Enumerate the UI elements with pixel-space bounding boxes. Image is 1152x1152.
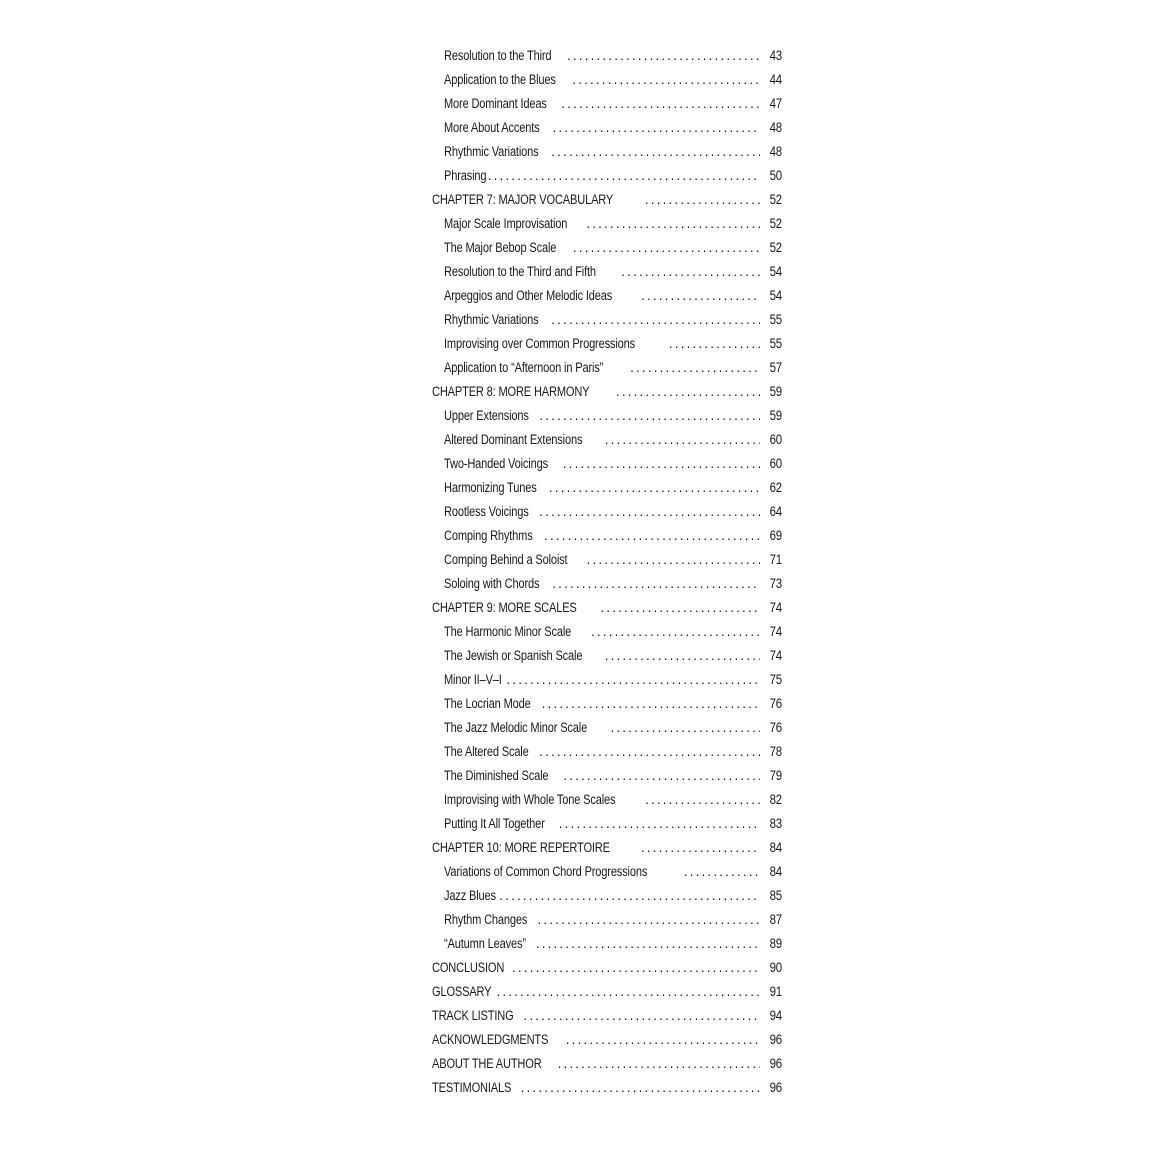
entry-title: Altered Dominant Extensions bbox=[444, 432, 583, 447]
page-number: 78 bbox=[769, 744, 782, 759]
entry-title: The Locrian Mode bbox=[444, 696, 531, 711]
dot-leader bbox=[669, 332, 760, 356]
page-number: 74 bbox=[769, 648, 782, 663]
page-number: 43 bbox=[769, 48, 782, 63]
dot-leader bbox=[621, 260, 760, 284]
toc-section-entry bbox=[430, 140, 782, 164]
dot-leader bbox=[610, 716, 760, 740]
entry-title: Resolution to the Third and Fifth bbox=[444, 264, 596, 279]
page-number: 69 bbox=[769, 528, 782, 543]
entry-title: Improvising over Common Progressions bbox=[444, 336, 635, 351]
page-number: 57 bbox=[769, 360, 782, 375]
toc-section-entry bbox=[430, 812, 782, 836]
page-number: 83 bbox=[769, 816, 782, 831]
dot-leader bbox=[605, 644, 760, 668]
entry-title: Comping Rhythms bbox=[444, 528, 533, 543]
page-number: 54 bbox=[769, 288, 782, 303]
dot-leader bbox=[523, 1004, 760, 1028]
entry-title: GLOSSARY bbox=[432, 984, 492, 999]
dot-leader bbox=[539, 500, 760, 524]
entry-title: Soloing with Chords bbox=[444, 576, 540, 591]
toc-section-entry bbox=[430, 788, 782, 812]
page-number: 84 bbox=[769, 840, 782, 855]
dot-leader bbox=[499, 884, 760, 908]
toc-section-entry bbox=[430, 404, 782, 428]
toc-section-entry bbox=[430, 500, 782, 524]
toc-section-entry bbox=[430, 548, 782, 572]
page-number: 60 bbox=[769, 456, 782, 471]
page-number: 59 bbox=[769, 408, 782, 423]
toc-section-entry bbox=[430, 524, 782, 548]
entry-title: Variations of Common Chord Progressions bbox=[444, 864, 648, 879]
toc-chapter-entry bbox=[430, 980, 782, 1004]
dot-leader bbox=[549, 476, 760, 500]
toc-section-entry bbox=[430, 908, 782, 932]
toc-section-entry bbox=[430, 692, 782, 716]
toc-chapter-entry bbox=[430, 956, 782, 980]
page-number: 74 bbox=[769, 600, 782, 615]
toc-chapter-entry bbox=[430, 380, 782, 404]
toc-chapter-entry bbox=[430, 188, 782, 212]
entry-title: ABOUT THE AUTHOR bbox=[432, 1056, 542, 1071]
dot-leader bbox=[542, 692, 760, 716]
dot-leader bbox=[488, 164, 760, 188]
toc-section-entry bbox=[430, 668, 782, 692]
page-number: 89 bbox=[769, 936, 782, 951]
entry-title: More Dominant Ideas bbox=[444, 96, 547, 111]
toc-section-entry bbox=[430, 116, 782, 140]
toc-section-entry bbox=[430, 476, 782, 500]
dot-leader bbox=[563, 764, 760, 788]
dot-leader bbox=[536, 932, 760, 956]
entry-title: Rhythm Changes bbox=[444, 912, 528, 927]
dot-leader bbox=[586, 212, 760, 236]
page-number: 71 bbox=[769, 552, 782, 567]
toc-section-entry bbox=[430, 740, 782, 764]
toc-section-entry bbox=[430, 260, 782, 284]
toc-section-entry bbox=[430, 356, 782, 380]
dot-leader bbox=[551, 140, 760, 164]
page-number: 73 bbox=[769, 576, 782, 591]
toc-chapter-entry bbox=[430, 1028, 782, 1052]
entry-title: Minor II–V–I bbox=[444, 672, 502, 687]
toc-chapter-entry bbox=[430, 836, 782, 860]
entry-title: Major Scale Improvisation bbox=[444, 216, 568, 231]
page-number: 55 bbox=[769, 312, 782, 327]
page-number: 76 bbox=[769, 696, 782, 711]
entry-title: Arpeggios and Other Melodic Ideas bbox=[444, 288, 613, 303]
page-number: 76 bbox=[769, 720, 782, 735]
toc-section-entry bbox=[430, 764, 782, 788]
dot-leader bbox=[551, 308, 760, 332]
toc-section-entry bbox=[430, 284, 782, 308]
page-number: 84 bbox=[769, 864, 782, 879]
dot-leader bbox=[645, 788, 760, 812]
page-number: 85 bbox=[769, 888, 782, 903]
entry-title: Application to the Blues bbox=[444, 72, 556, 87]
toc-section-entry bbox=[430, 716, 782, 740]
toc-chapter-entry bbox=[430, 1052, 782, 1076]
entry-title: Two-Handed Voicings bbox=[444, 456, 548, 471]
toc-section-entry bbox=[430, 932, 782, 956]
toc-section-entry bbox=[430, 860, 782, 884]
toc-section-entry bbox=[430, 44, 782, 68]
entry-title: Upper Extensions bbox=[444, 408, 529, 423]
toc-section-entry bbox=[430, 212, 782, 236]
page-number: 94 bbox=[769, 1008, 782, 1023]
table-of-contents bbox=[430, 44, 782, 1100]
entry-title: CHAPTER 7: MAJOR VOCABULARY bbox=[432, 192, 614, 207]
page-number: 75 bbox=[769, 672, 782, 687]
entry-title: The Jewish or Spanish Scale bbox=[444, 648, 583, 663]
dot-leader bbox=[616, 380, 760, 404]
page-number: 87 bbox=[769, 912, 782, 927]
dot-leader bbox=[539, 404, 760, 428]
page-number: 96 bbox=[769, 1056, 782, 1071]
page-number: 59 bbox=[769, 384, 782, 399]
dot-leader bbox=[630, 356, 760, 380]
page-number: 82 bbox=[769, 792, 782, 807]
dot-leader bbox=[563, 452, 760, 476]
dot-leader bbox=[605, 428, 760, 452]
dot-leader bbox=[506, 668, 760, 692]
entry-title: TESTIMONIALS bbox=[432, 1080, 512, 1095]
dot-leader bbox=[641, 284, 760, 308]
page-number: 44 bbox=[769, 72, 782, 87]
toc-chapter-entry bbox=[430, 1004, 782, 1028]
page-number: 48 bbox=[769, 144, 782, 159]
dot-leader bbox=[645, 188, 760, 212]
dot-leader bbox=[587, 548, 760, 572]
page-number: 47 bbox=[769, 96, 782, 111]
entry-title: CHAPTER 9: MORE SCALES bbox=[432, 600, 577, 615]
dot-leader bbox=[521, 1076, 760, 1100]
entry-title: Application to “Afternoon in Paris” bbox=[444, 360, 604, 375]
toc-section-entry bbox=[430, 452, 782, 476]
entry-title: The Harmonic Minor Scale bbox=[444, 624, 572, 639]
entry-title: CONCLUSION bbox=[432, 960, 505, 975]
dot-leader bbox=[567, 44, 760, 68]
entry-title: The Diminished Scale bbox=[444, 768, 549, 783]
entry-title: Putting It All Together bbox=[444, 816, 545, 831]
page-number: 52 bbox=[769, 240, 782, 255]
entry-title: Rootless Voicings bbox=[444, 504, 529, 519]
dot-leader bbox=[600, 596, 760, 620]
toc-section-entry bbox=[430, 92, 782, 116]
toc-section-entry bbox=[430, 644, 782, 668]
entry-title: Improvising with Whole Tone Scales bbox=[444, 792, 616, 807]
entry-title: CHAPTER 8: MORE HARMONY bbox=[432, 384, 590, 399]
dot-leader bbox=[558, 1052, 760, 1076]
toc-section-entry bbox=[430, 308, 782, 332]
page-number: 54 bbox=[769, 264, 782, 279]
toc-section-entry bbox=[430, 164, 782, 188]
toc-section-entry bbox=[430, 572, 782, 596]
entry-title: Resolution to the Third bbox=[444, 48, 552, 63]
entry-title: More About Accents bbox=[444, 120, 540, 135]
dot-leader bbox=[538, 908, 760, 932]
entry-title: CHAPTER 10: MORE REPERTOIRE bbox=[432, 840, 610, 855]
entry-title: Rhythmic Variations bbox=[444, 312, 539, 327]
dot-leader bbox=[561, 92, 760, 116]
page-number: 74 bbox=[769, 624, 782, 639]
dot-leader bbox=[573, 236, 760, 260]
page-number: 64 bbox=[769, 504, 782, 519]
toc-chapter-entry bbox=[430, 1076, 782, 1100]
page-number: 62 bbox=[769, 480, 782, 495]
dot-leader bbox=[684, 860, 760, 884]
entry-title: The Jazz Melodic Minor Scale bbox=[444, 720, 588, 735]
dot-leader bbox=[591, 620, 760, 644]
entry-title: “Autumn Leaves” bbox=[444, 936, 526, 951]
entry-title: Rhythmic Variations bbox=[444, 144, 539, 159]
dot-leader bbox=[552, 116, 760, 140]
page-number: 96 bbox=[769, 1032, 782, 1047]
entry-title: Comping Behind a Soloist bbox=[444, 552, 568, 567]
dot-leader bbox=[544, 524, 760, 548]
page-number: 55 bbox=[769, 336, 782, 351]
dot-leader bbox=[512, 956, 760, 980]
toc-section-entry bbox=[430, 620, 782, 644]
dot-leader bbox=[566, 1028, 760, 1052]
page-number: 52 bbox=[769, 216, 782, 231]
dot-leader bbox=[559, 812, 760, 836]
page-number: 79 bbox=[769, 768, 782, 783]
entry-title: Jazz Blues bbox=[444, 888, 496, 903]
page-number: 48 bbox=[769, 120, 782, 135]
entry-title: Harmonizing Tunes bbox=[444, 480, 537, 495]
page-number: 50 bbox=[769, 168, 782, 183]
entry-title: Phrasing bbox=[444, 168, 487, 183]
page-number: 91 bbox=[769, 984, 782, 999]
entry-title: The Major Bebop Scale bbox=[444, 240, 557, 255]
toc-section-entry bbox=[430, 236, 782, 260]
entry-title: TRACK LISTING bbox=[432, 1008, 514, 1023]
dot-leader bbox=[539, 740, 760, 764]
toc-section-entry bbox=[430, 428, 782, 452]
dot-leader bbox=[552, 572, 760, 596]
entry-title: ACKNOWLEDGMENTS bbox=[432, 1032, 549, 1047]
toc-section-entry bbox=[430, 884, 782, 908]
page-number: 96 bbox=[769, 1080, 782, 1095]
page-number: 60 bbox=[769, 432, 782, 447]
page-number: 52 bbox=[769, 192, 782, 207]
toc-section-entry bbox=[430, 68, 782, 92]
dot-leader bbox=[641, 836, 760, 860]
toc-section-entry bbox=[430, 332, 782, 356]
page-number: 90 bbox=[769, 960, 782, 975]
entry-title: The Altered Scale bbox=[444, 744, 529, 759]
toc-chapter-entry bbox=[430, 596, 782, 620]
dot-leader bbox=[572, 68, 760, 92]
dot-leader bbox=[496, 980, 760, 1004]
